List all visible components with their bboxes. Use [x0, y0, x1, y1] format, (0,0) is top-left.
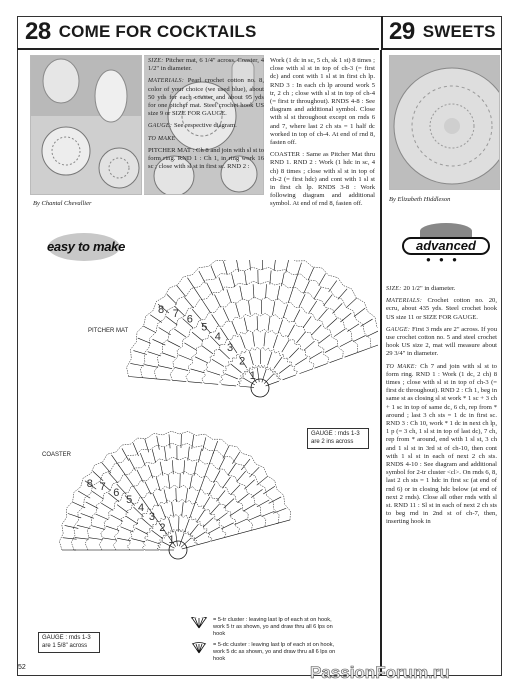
- round-number: 2: [239, 355, 246, 368]
- round-number: 1: [249, 369, 256, 382]
- pattern-number: 28: [25, 18, 51, 45]
- designer-credit: By Chantal Chevallier: [33, 200, 92, 207]
- round-number: 6: [113, 486, 120, 499]
- page-number: 52: [18, 664, 26, 671]
- pattern-28-header: [17, 16, 379, 50]
- round-number: 8: [157, 303, 165, 316]
- round-number: 8: [86, 478, 93, 491]
- round-number: 5: [126, 493, 133, 506]
- pitcher-mat-diagram: [127, 260, 378, 397]
- round-number: 7: [172, 308, 179, 321]
- coasters-photo: [30, 55, 142, 195]
- legend-5-tr-cluster: = 5-tr cluster : leaving last lp of each st on hook, work 5 tr as shown, yo and draw thru all 6 lps on hook: [187, 617, 337, 638]
- doily-photo: [389, 55, 500, 190]
- pattern-29-instructions: SIZE : 20 1/2" in diameter. MATERIALS : Crochet cotton no. 20, ecru, about 435 yds. Steel crochet hook US size 11 or SIZE FOR GAUGE. GAUGE : First 3 rnds are 2" across. If you use crochet cotton no. 5 and steel crochet hook US size 2, mat will measure about 29 3/4" in diameter. TO MAKE : Ch 7 and join with sl st to form ring. RND 1 : Work (1 dc, 2 ch) 8 times ; close with sl st in top of ch-3 (= first dc throughout). RND 2 : Ch 1, beg in same st as closing sl st work * 1 sc + 3 ch + 1 sc in top of same dc, 6 ch, rep from * around ; last 3 ch sts = 1 dc in first sc. RND 3 : Ch 10, work * 1 dc in next ch lp, 1 p (= 3 ch, 1 sl st in top of last dc), 7 ch, rep from * around, end with 1 sl st, 3 ch and 1 sl st in 3rd st of ch-10, then cont with 1 sl st in each of next 2 ch sts. RNDS 4-10 : See diagram and additional symbol for 2-tr cluster <cl>. On rnds 6, 8, last 2 ch sts = 1 hdc in first sc (at end of rnd 6) or in closing hdc below (at end of next 2 rnds). Close all other rnds with sl st. RND 11 : Sl st in each of next 2 ch sts to beg rnd in 2nd st of ch-7, then, inserting hook in: [386, 285, 497, 531]
- section-heading: TO MAKE: [148, 135, 176, 142]
- pitcher-mat-label: PITCHER MAT: [88, 328, 129, 334]
- pattern-28-instructions-col1: SIZE : Pitcher mat, 6 1/4" across. Coaster, 4 1/2" in diameter. MATERIALS : Pearl crochet cotton no. 8, color of your choice (we used blue), about 50 yds for each coaster and about 95 yds for one pitcher mat. Steel crochet hook US size 9 or SIZE FOR GAUGE. GAUGE : See respective diagram. TO MAKE PITCHER MAT : Ch 8 and join with sl st to form ring. RND 1 : Ch 1, in ring work 16 sc ; close with sl st in first sc. RND 2 :: [148, 57, 264, 175]
- coaster-label: COASTER: [42, 452, 72, 458]
- crochet-diagram: [28, 260, 378, 672]
- round-number: 4: [214, 331, 221, 344]
- round-number: 1: [168, 533, 175, 546]
- round-number: 2: [159, 521, 166, 534]
- advanced-badge: advanced ● ● ●: [396, 223, 496, 263]
- watermark: PassionForum.ru: [310, 663, 450, 682]
- round-number: 3: [227, 341, 234, 354]
- pattern-title: SWEETS: [422, 22, 496, 41]
- column-divider: [380, 50, 382, 676]
- round-number: 3: [148, 510, 156, 523]
- round-number: 6: [186, 313, 193, 326]
- pitcher-gauge-box: GAUGE : rnds 1-3 are 2 ins across: [307, 428, 369, 449]
- pattern-29-header: [381, 16, 502, 50]
- round-number: 5: [201, 321, 208, 334]
- symbol-legend: [187, 617, 337, 667]
- round-number: 4: [138, 501, 145, 514]
- designer-credit: By Elizabeth Hiddleson: [389, 196, 451, 203]
- pattern-number: 29: [389, 18, 415, 45]
- pattern-title: COME FOR COCKTAILS: [58, 22, 257, 41]
- legend-5-dc-cluster: = 5-dc cluster : leaving last lp of each st on hook, work 5 dc as shown, yo and draw thru all 6 lps on hook: [187, 642, 337, 663]
- pattern-28-instructions-col2: Work (1 dc in sc, 5 ch, sk 1 st) 8 times ; close with sl st in top of ch-3 (= first dc) and cont with 1 sl st in first ch lp. RND 3 : In each ch lp around work 5 tr, 2 ch ; close with sl st in top of ch-4 (= first tr throughout). RNDS 4-8 : See diagram and additional symbol. Close with sl st throughout except on rnds 6 and 7, where last 2 ch sts = 1 half dc worked in top of ch-4. At end of rnd 8, fasten off. COASTER : Same as Pitcher Mat thru RND 1. RND 2 : Work (1 hdc in sc, 4 ch) 8 times ; close with sl st in top of ch-2 (= first hdc) and cont with 1 sl st in first ch lp. RNDS 3-8 : Work following diagram and additional symbol. At end of rnd 8, fasten off.: [270, 57, 375, 208]
- round-number: 7: [99, 481, 106, 494]
- tr-cluster-icon: [189, 617, 209, 629]
- coaster-diagram: [59, 431, 290, 559]
- coaster-gauge-box: GAUGE : rnds 1-3 are 1 5/8" across: [38, 632, 100, 653]
- dc-cluster-icon: [189, 642, 209, 654]
- easy-to-make-badge: easy to make: [36, 233, 136, 261]
